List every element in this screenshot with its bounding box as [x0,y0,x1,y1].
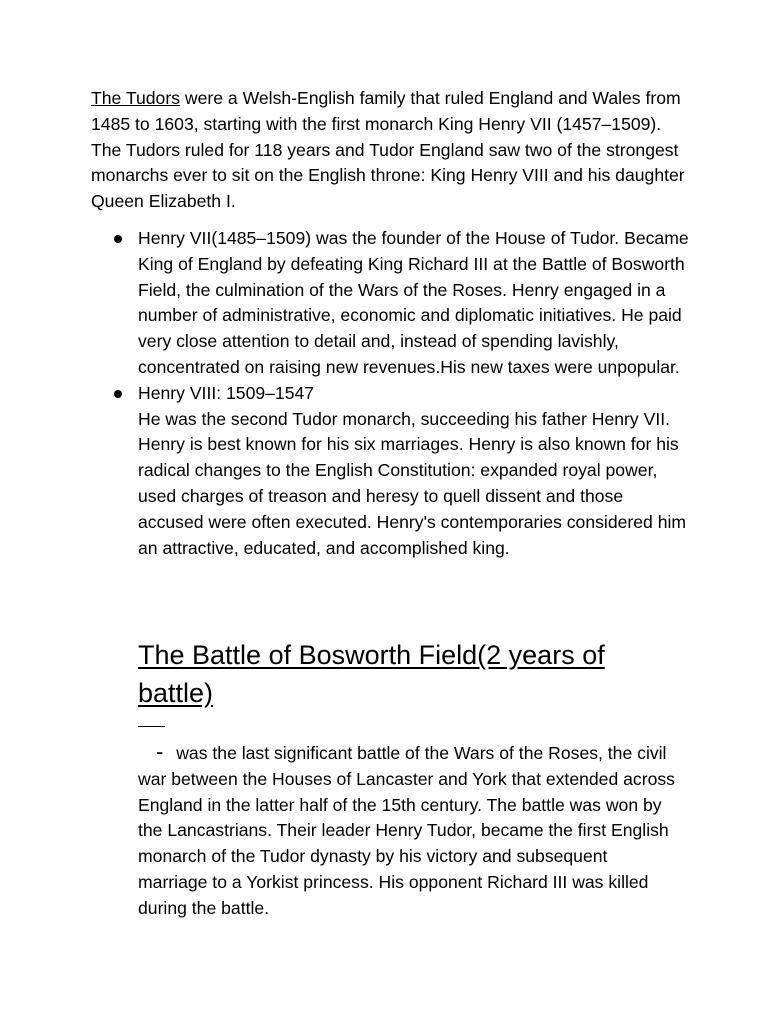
bullet-henry-vii [91,226,691,381]
bullet-text: Henry VII(1485–1509) was the founder of the House of Tudor. Became King of England by defeating King Richard III at the Battle of Bosworth Field, the culmination of the Wars of the Roses. Henry engaged in a number of administrative, economic and diplomatic initiatives. He paid very close attention to detail and, instead of spending lavishly, concentrated on raising new revenues.His new taxes were unpopular. [138,228,689,377]
section-body-text: was the last significant battle of the Wars of the Roses, the civil war between the Houses of Lancaster and York that extended across England in the latter half of the 15th century. The battle was won by the Lancastrians. Their leader Henry Tudor, became the first English monarch of the Tudor dynasty by his victory and subsequent marriage to a Yorkist princess. His opponent Richard III was killed during the battle. [138,743,675,918]
tudors-link[interactable]: The Tudors [91,88,180,108]
bullet-text: He was the second Tudor monarch, succeeding his father Henry VII. Henry is best known for his six marriages. Henry is also known for his radical changes to the English Constitution: expanded royal power, used charges of treason and heresy to quell dissent and those accused were often executed. Henry's contemporaries considered him an attractive, educated, and accomplished king. [138,408,687,558]
section-body [138,739,678,922]
bullet-dot-icon [114,235,122,243]
dash-rule [138,726,165,727]
intro-paragraph [91,86,691,215]
lead-dash: - [156,739,164,764]
bullet-list [91,226,691,561]
section-heading: The Battle of Bosworth Field(2 years of battle) [138,640,605,708]
bullet-title: Henry VIII: 1509–1547 [138,382,315,403]
bullet-henry-viii [91,381,691,562]
intro-text: were a Welsh-English family that ruled England and Wales from 1485 to 1603, starting with the first monarch King Henry VII (1457–1509). The Tudors ruled for 118 years and Tudor England saw two of the strongest monarchs ever to sit on the English throne: King Henry VIII and his daughter Queen Elizabeth I. [91,88,685,212]
bullet-dot-icon [114,390,122,398]
